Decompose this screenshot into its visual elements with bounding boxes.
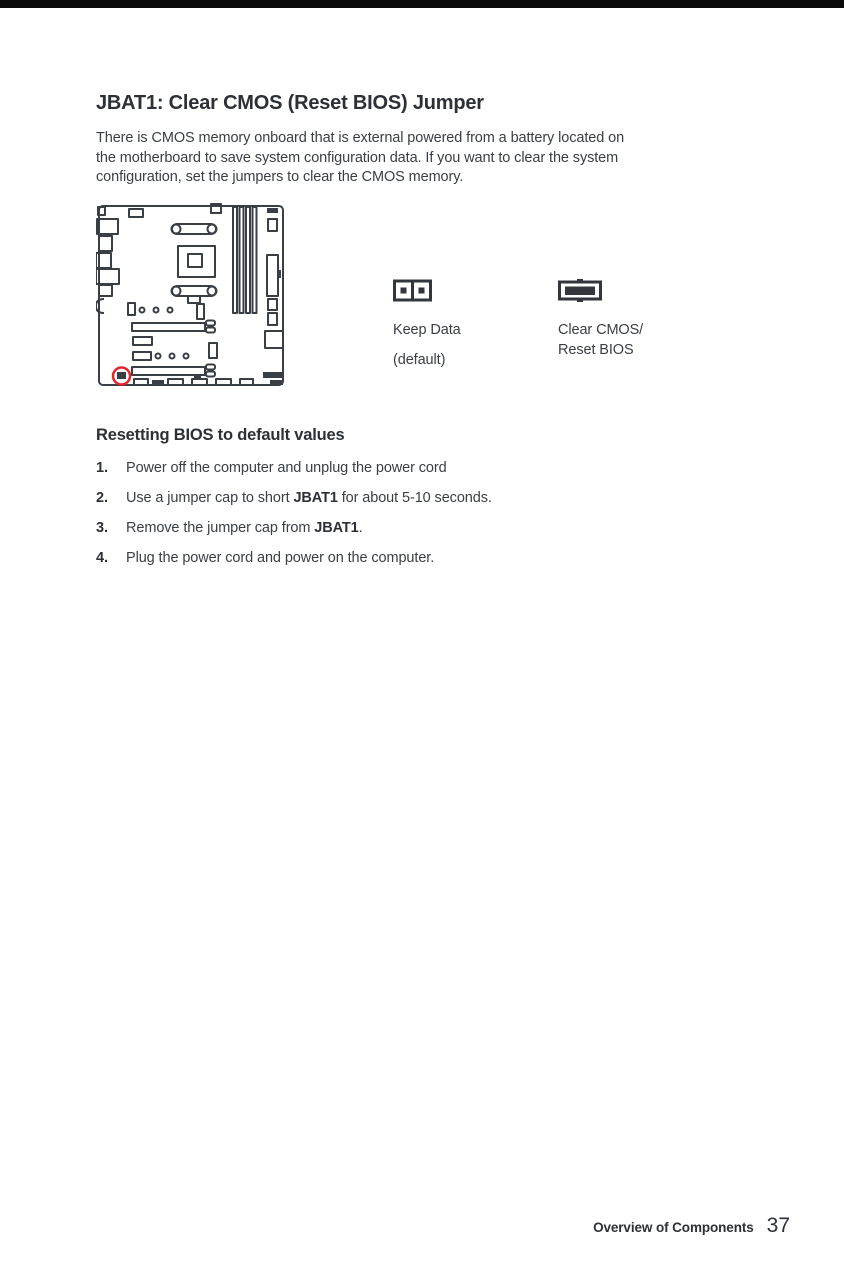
jumper-option-keep-data — [393, 279, 461, 368]
pcie-slots — [132, 321, 215, 377]
intro-line: configuration, set the jumpers to clear the CMOS memory. — [96, 169, 464, 185]
instruction-steps — [96, 459, 716, 579]
jumper-option-sublabel: (default) — [393, 352, 446, 368]
jumper-option-label: Keep Data — [393, 322, 461, 338]
page-top-edge-bar — [0, 0, 844, 8]
step-text: Remove the jumper cap from JBAT1. — [126, 520, 363, 536]
dimm-slots — [233, 207, 257, 313]
footer-page-number: 37 — [766, 1214, 790, 1237]
step-number: 3. — [96, 520, 108, 536]
step-item — [96, 489, 716, 508]
step-item — [96, 519, 716, 538]
cpu-socket — [178, 246, 215, 277]
jumper-option-clear-cmos — [558, 279, 643, 358]
step-text: Plug the power cord and power on the computer. — [126, 550, 435, 566]
step-number: 1. — [96, 460, 108, 476]
step-item — [96, 549, 716, 568]
jumper-figure — [96, 200, 756, 392]
section-heading: Resetting BIOS to default values — [96, 426, 345, 444]
jumper-option-label: Clear CMOS/ — [558, 322, 644, 338]
jumper-open-icon — [393, 279, 433, 302]
intro-line: There is CMOS memory onboard that is external powered from a battery located on — [96, 130, 625, 146]
intro-line: the motherboard to save system configuration data. If you want to clear the system — [96, 149, 619, 166]
motherboard-diagram — [96, 200, 288, 391]
jbat1-jumper — [117, 372, 126, 379]
step-text: Use a jumper cap to short JBAT1 for about 5-10 seconds. — [126, 490, 492, 506]
intro-paragraph — [96, 129, 756, 188]
jumper-option-sublabel: Reset BIOS — [558, 341, 634, 358]
board-components — [96, 204, 283, 385]
step-number: 4. — [96, 550, 108, 566]
jumper-capped-icon — [558, 279, 602, 302]
step-number: 2. — [96, 490, 108, 506]
footer-section-label: Overview of Components — [593, 1220, 754, 1235]
page-footer — [593, 1214, 790, 1238]
page-title: JBAT1: Clear CMOS (Reset BIOS) Jumper — [96, 92, 484, 114]
step-item — [96, 459, 716, 478]
step-text: Power off the computer and unplug the power cord — [126, 460, 447, 476]
